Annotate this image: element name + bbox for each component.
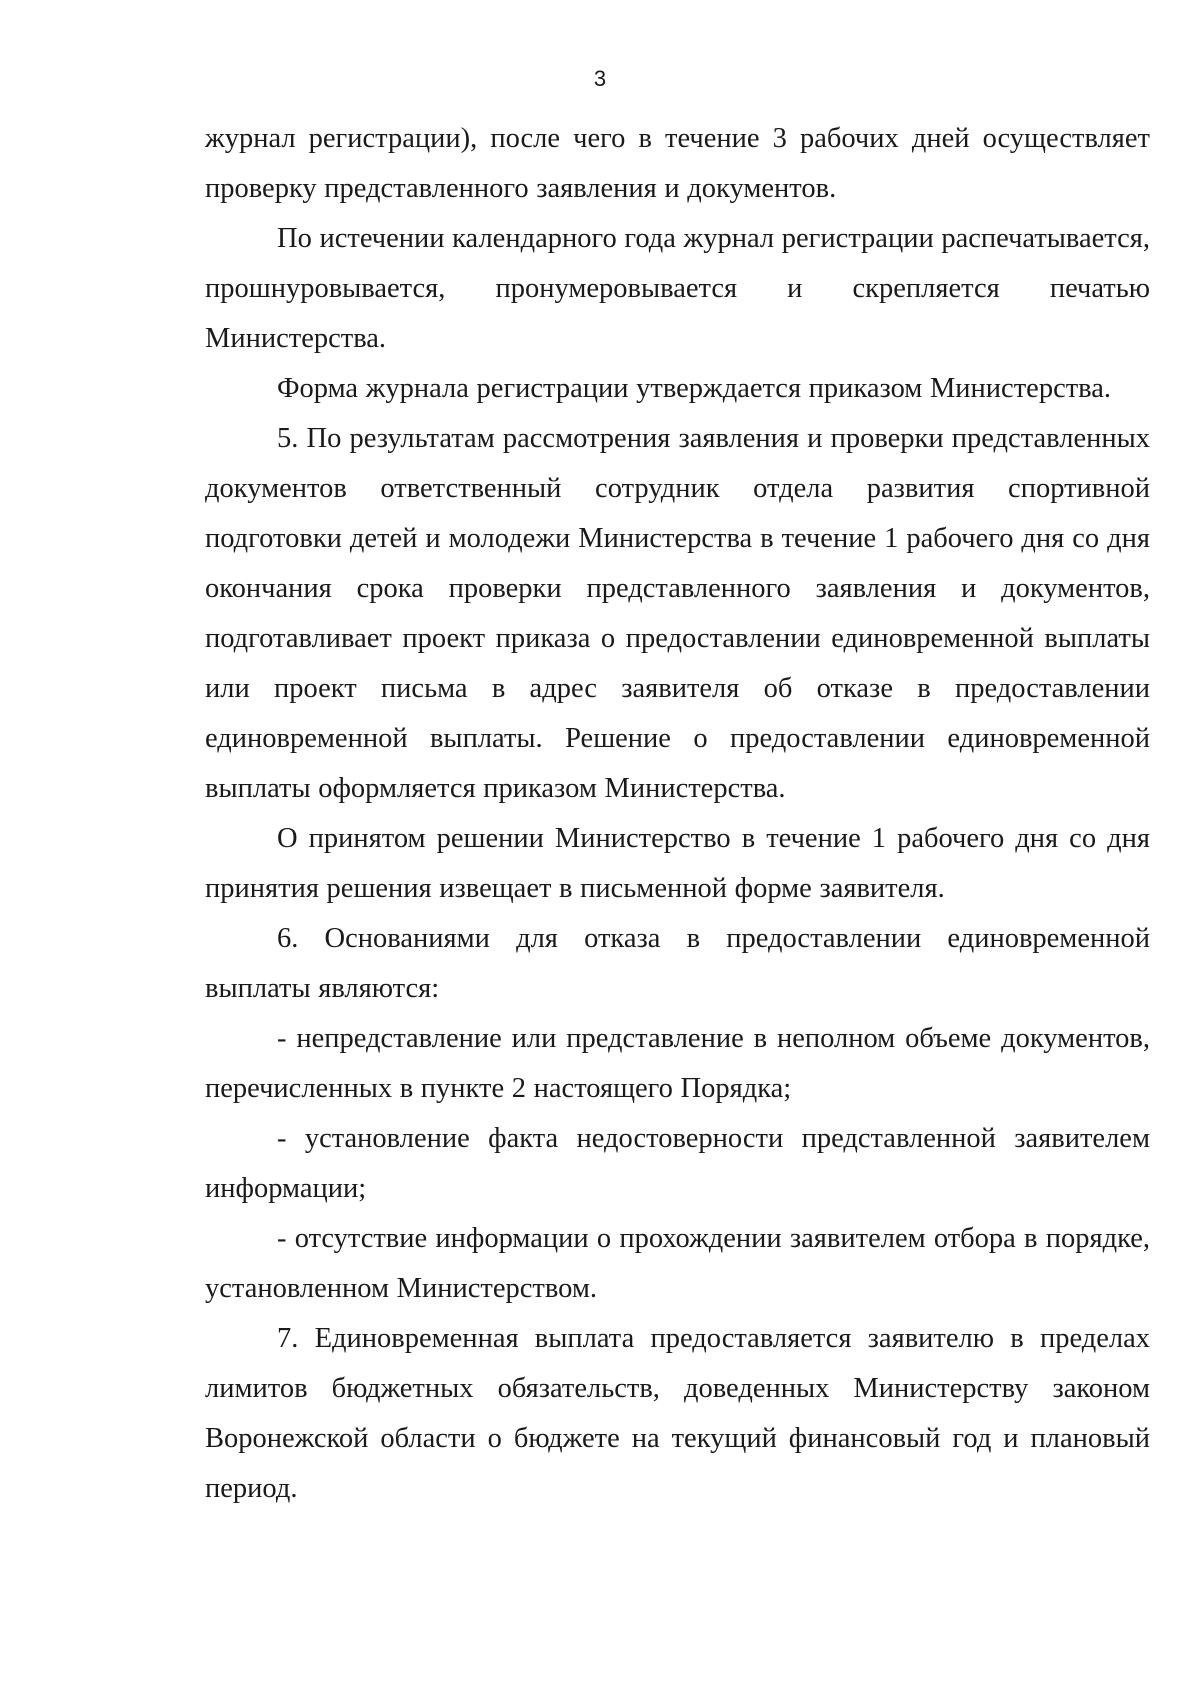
paragraph-journal-archiving: По истечении календарного года журнал регистрации распечатывается, прошнуровывается, пронумеровывается и скрепляется печатью Министерства. [205,223,1150,354]
paragraph-item-7: 7. Единовременная выплата предоставляется заявителю в пределах лимитов бюджетных обязательств, доведенных Министерству законом Воронежской области о бюджете на текущий финансовый год и плановый период. [205,1323,1150,1504]
paragraph-continuation: журнал регистрации), после чего в течение 3 рабочих дней осуществляет проверку представленного заявления и документов. [205,123,1150,204]
list-item-refusal-1: - непредставление или представление в неполном объеме документов, перечисленных в пункте 2 настоящего Порядка; [205,1023,1150,1104]
document-body [205,114,1150,1514]
paragraph-journal-form: Форма журнала регистрации утверждается приказом Министерства. [277,373,1112,404]
list-item-refusal-3: - отсутствие информации о прохождении заявителем отбора в порядке, установленном Министерством. [205,1223,1150,1304]
paragraph-decision-notice: О принятом решении Министерство в течение 1 рабочего дня со дня принятия решения извещает в письменной форме заявителя. [205,823,1150,904]
list-item-refusal-2: - установление факта недостоверности представленной заявителем информации; [205,1123,1150,1204]
paragraph-item-6: 6. Основаниями для отказа в предоставлении единовременной выплаты являются: [205,923,1150,1004]
paragraph-item-5: 5. По результатам рассмотрения заявления и проверки представленных документов ответственный сотрудник отдела развития спортивной подготовки детей и молодежи Министерства в течение 1 рабочего дня со дня окончания срока проверки представленного заявления и документов, подготавливает проект приказа о предоставлении единовременной выплаты или проект письма в адрес заявителя об отказе в предоставлении единовременной выплаты. Решение о предоставлении единовременной выплаты оформляется приказом Министерства. [205,423,1150,804]
page-number: 3 [593,66,607,91]
